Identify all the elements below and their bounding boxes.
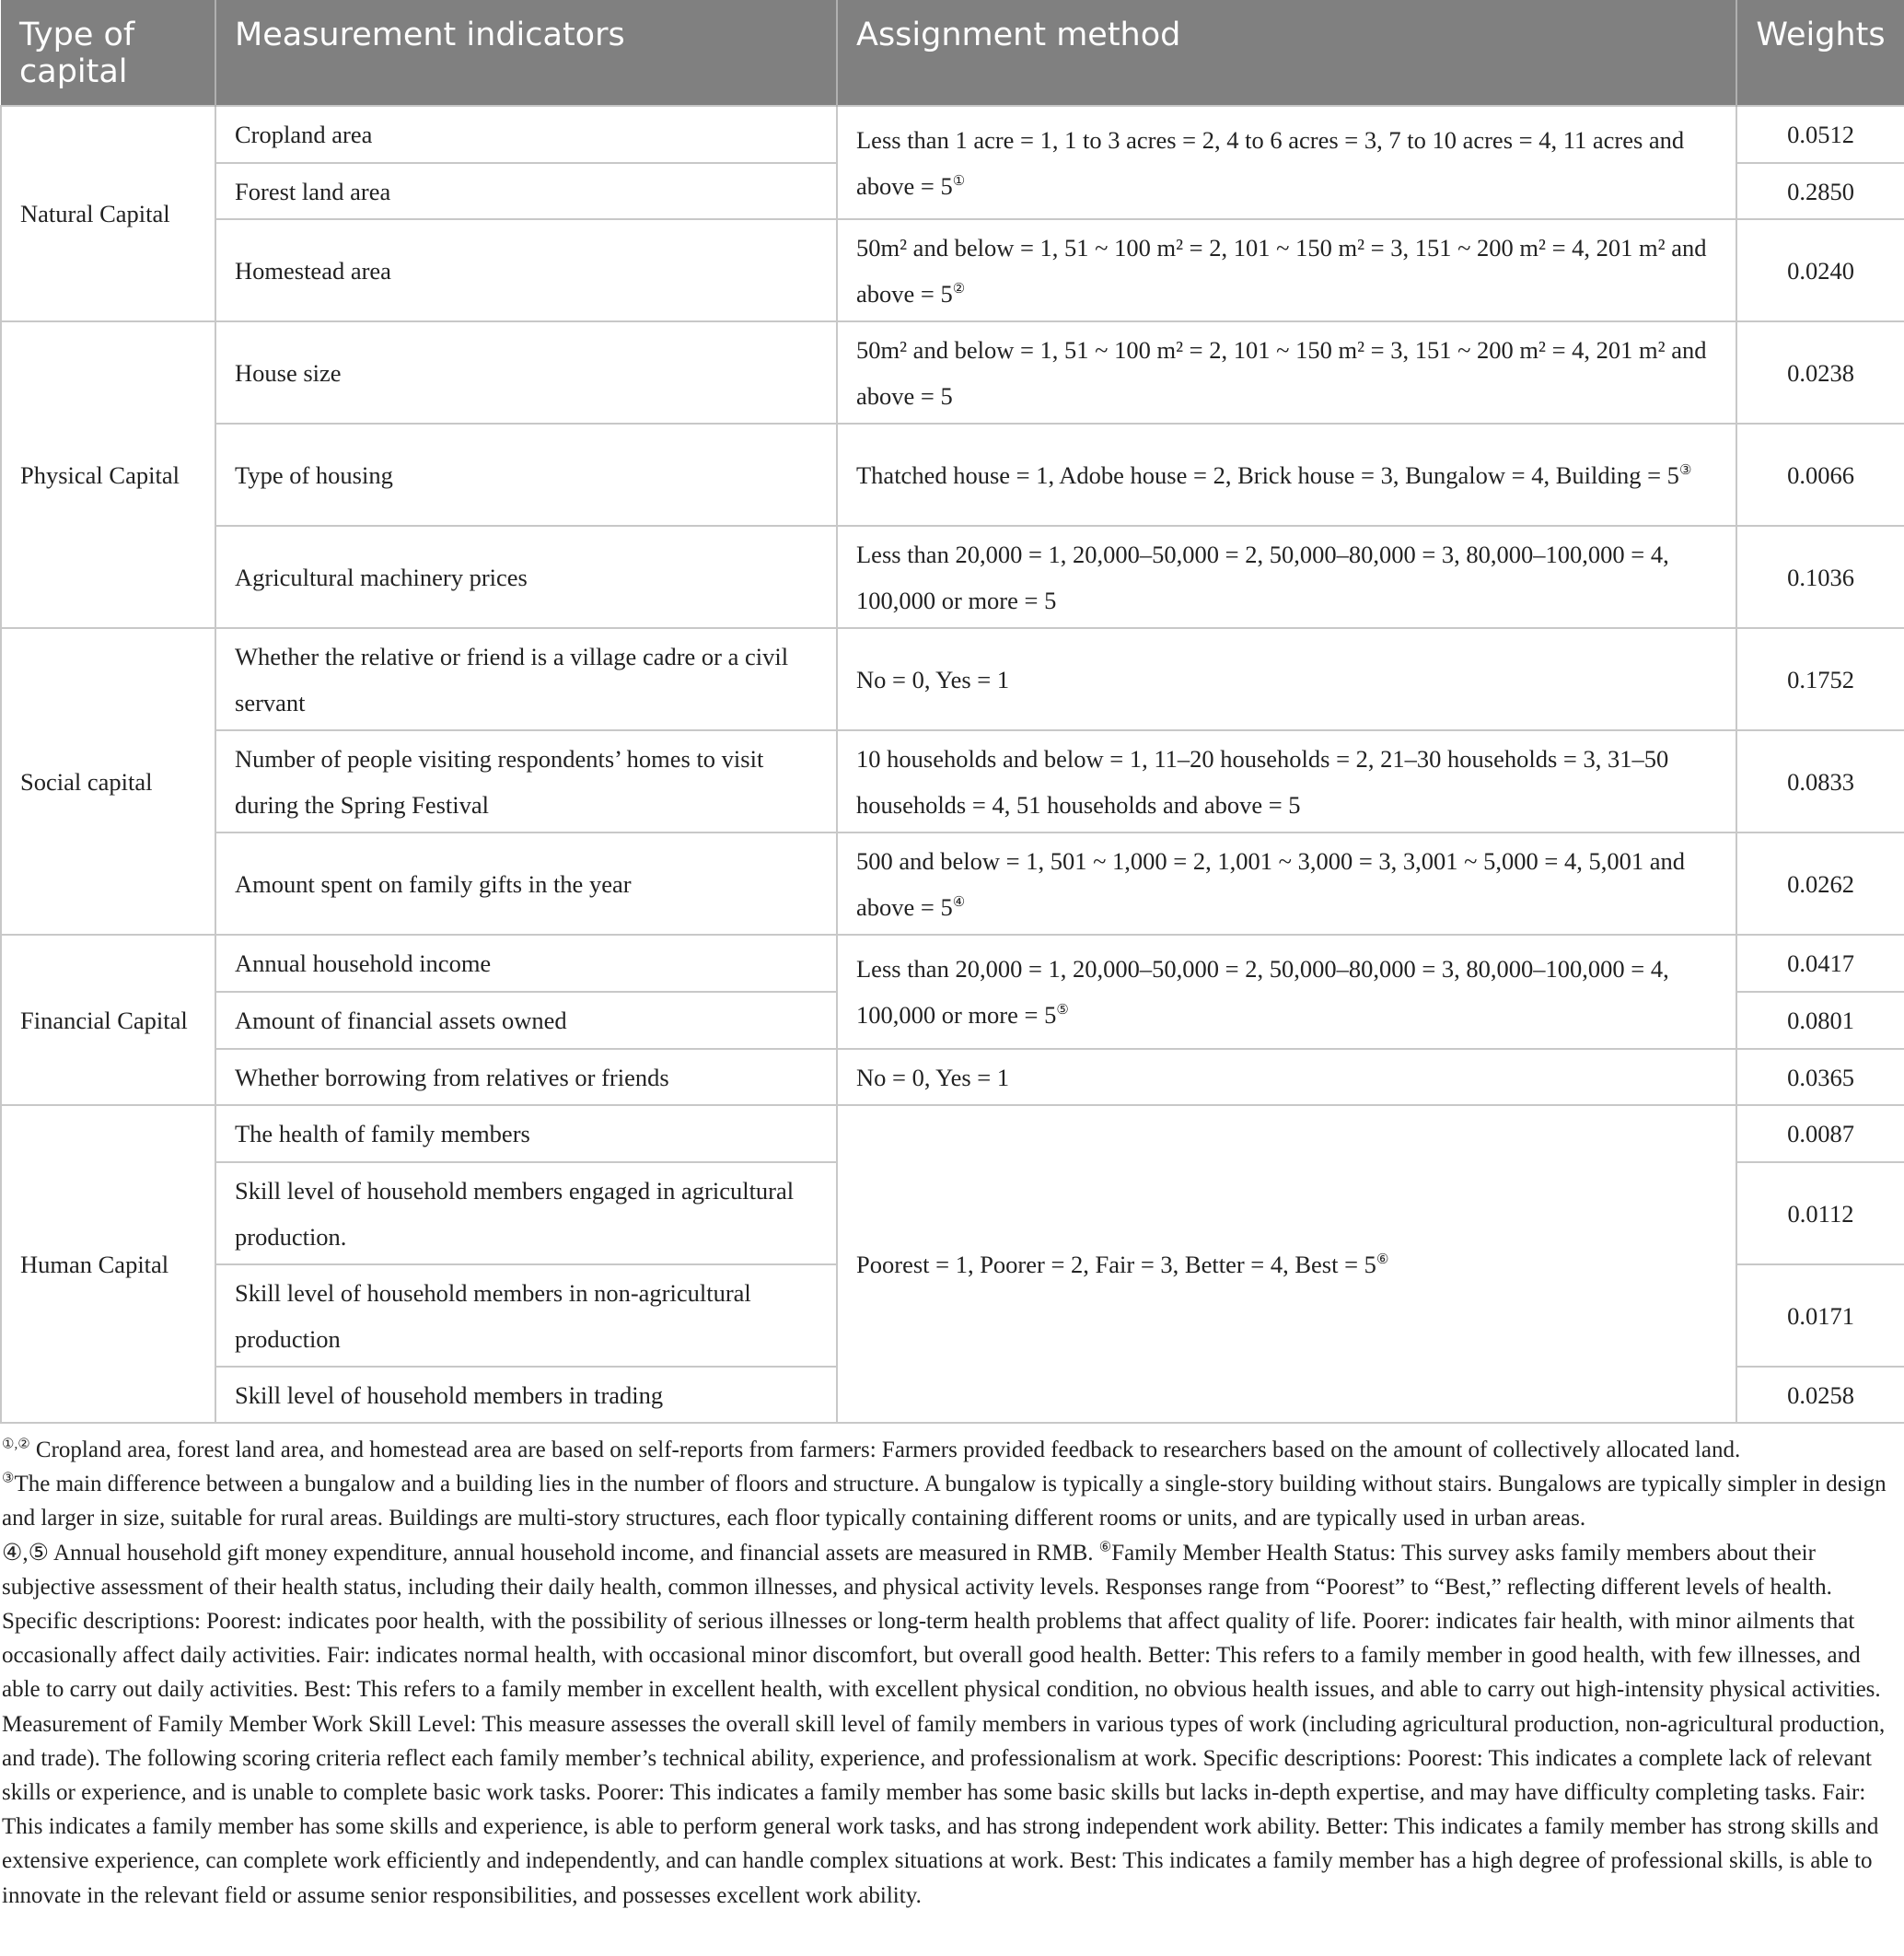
footnote-health-skill: Family Member Health Status: This survey asks family members about their subjective assessment of their health status, including their daily health, common illnesses, and physical activity levels. Responses range from “Poorest” to “Best,” reflecting different levels of health. Specific descriptions: Poorest: indicates poor health, with the possibility of serious illnesses or long-term health problems that affect quality of life. Poorer: indicates fair health, with minor ailments that occasionally affect daily activities. Fair: indicates normal health, with occasional minor discomfort, but overall good health. Better: This refers to a family member in good health, with few illnesses, and able to carry out daily activities. Best: This refers to a family member in excellent health, with excellent physical condition, no obvious health issues, and able to carry out high-intensity physical activities. Measurement of Family Member Work Skill Level: This measure assesses the overall skill level of family members in various types of work (including agricultural production, non-agricultural production, and trade). The following scoring criteria reflect each family member’s technical ability, experience, and professionalism at work. Specific descriptions: Poorest: This indicates a complete lack of relevant skills or experience, and is unable to complete basic work tasks. Poorer: This indicates a family member has some basic skills but lacks in-depth expertise, and may have difficulty completing tasks. Fair: This indicates a family member has some skills and experience, is able to perform general work tasks, and has strong independent work ability. Better: This indicates a family member has strong skills and extensive experience, can complete work efficiently and independently, and can handle complex situations at work. Best: This indicates a family member has a high degree of professional skills, is able to innovate in the relevant field or assume senior responsibilities, and possesses excellent work ability. [2, 1540, 1886, 1908]
assignment-method: Less than 20,000 = 1, 20,000–50,000 = 2, 50,000–80,000 = 3, 80,000–100,000 = 4, 100,000 or more = 5 [837, 526, 1736, 628]
indicator: Homestead area [215, 219, 837, 321]
header-indicators: Measurement indicators [215, 0, 837, 106]
method-text: Poorest = 1, Poorer = 2, Fair = 3, Better = 4, Best = 5 [856, 1250, 1376, 1278]
indicator: Amount spent on family gifts in the year [215, 832, 837, 935]
indicator: Whether borrowing from relatives or friends [215, 1049, 837, 1105]
assignment-method [837, 106, 1736, 219]
table-row [1, 832, 1904, 935]
capital-type: Physical Capital [1, 321, 215, 628]
weight: 0.0171 [1736, 1264, 1904, 1367]
table-row [1, 106, 1904, 163]
weight: 0.0262 [1736, 832, 1904, 935]
method-text: Thatched house = 1, Adobe house = 2, Brick house = 3, Bungalow = 4, Building = 5 [856, 460, 1679, 489]
assignment-method [837, 1105, 1736, 1423]
footnote-mark: ③ [2, 1471, 15, 1486]
weight: 0.0066 [1736, 424, 1904, 526]
table-row [1, 935, 1904, 992]
header-weights: Weights [1736, 0, 1904, 106]
weight: 0.0833 [1736, 730, 1904, 832]
table-row [1, 219, 1904, 321]
indicator: House size [215, 321, 837, 424]
table-row [1, 424, 1904, 526]
table-header [1, 0, 1904, 106]
table-row [1, 1049, 1904, 1105]
weight: 0.2850 [1736, 163, 1904, 219]
footnote-mark: ② [952, 281, 966, 297]
header-method: Assignment method [837, 0, 1736, 106]
capital-type: Social capital [1, 628, 215, 935]
capital-type: Human Capital [1, 1105, 215, 1423]
assignment-method: 10 households and below = 1, 11–20 households = 2, 21–30 households = 3, 31–50 households = 4, 51 households and above = 5 [837, 730, 1736, 832]
weight: 0.0801 [1736, 992, 1904, 1049]
assignment-method [837, 219, 1736, 321]
indicator: Number of people visiting respondents’ homes to visit during the Spring Festival [215, 730, 837, 832]
footnote-mark: ⑥ [1376, 1252, 1389, 1267]
table-row [1, 321, 1904, 424]
weight: 0.0512 [1736, 106, 1904, 163]
assignment-method [837, 424, 1736, 526]
weight: 0.0112 [1736, 1162, 1904, 1264]
footnote-rmb: ④,⑤ Annual household gift money expenditure, annual household income, and financial assets are measured in RMB. [2, 1540, 1099, 1566]
weight: 0.0365 [1736, 1049, 1904, 1105]
footnote-mark: ① [952, 173, 966, 189]
footnote-mark: ①,② [2, 1437, 30, 1452]
assignment-method [837, 935, 1736, 1049]
indicator: Whether the relative or friend is a village cadre or a civil servant [215, 628, 837, 730]
method-text: 500 and below = 1, 501 ~ 1,000 = 2, 1,001 ~ 3,000 = 3, 3,001 ~ 5,000 = 4, 5,001 and above = 5 [856, 846, 1685, 921]
footnote-mark: ⑤ [1056, 1003, 1069, 1019]
indicator: Skill level of household members in non-agricultural production [215, 1264, 837, 1367]
assignment-method: No = 0, Yes = 1 [837, 628, 1736, 730]
header-type: Type of capital [1, 0, 215, 106]
indicator: Agricultural machinery prices [215, 526, 837, 628]
footnote-land: Cropland area, forest land area, and homestead area are based on self-reports from farmers: Farmers provided feedback to researchers based on the amount of collectively allocated land. [29, 1438, 1741, 1462]
indicator: Cropland area [215, 106, 837, 163]
indicator: Skill level of household members engaged in agricultural production. [215, 1162, 837, 1264]
table-row [1, 1105, 1904, 1162]
method-text: Less than 1 acre = 1, 1 to 3 acres = 2, 4 to 6 acres = 3, 7 to 10 acres = 4, 11 acres and above = 5 [856, 125, 1685, 200]
weight: 0.0087 [1736, 1105, 1904, 1162]
indicator: The health of family members [215, 1105, 837, 1162]
capital-type: Natural Capital [1, 106, 215, 321]
method-text: Less than 20,000 = 1, 20,000–50,000 = 2, 50,000–80,000 = 3, 80,000–100,000 = 4, 100,000 or more = 5 [856, 955, 1669, 1029]
table-row [1, 526, 1904, 628]
indicator: Type of housing [215, 424, 837, 526]
table-footnotes [0, 1424, 1904, 1913]
indicator: Annual household income [215, 935, 837, 992]
weight: 0.0258 [1736, 1367, 1904, 1423]
indicator: Skill level of household members in trading [215, 1367, 837, 1423]
indicator: Amount of financial assets owned [215, 992, 837, 1049]
indicator: Forest land area [215, 163, 837, 219]
footnote-mark: ④ [952, 894, 966, 910]
weight: 0.0417 [1736, 935, 1904, 992]
method-text: 50m² and below = 1, 51 ~ 100 m² = 2, 101 ~ 150 m² = 3, 151 ~ 200 m² = 4, 201 m² and above = 5 [856, 233, 1707, 308]
assignment-method: 50m² and below = 1, 51 ~ 100 m² = 2, 101 ~ 150 m² = 3, 151 ~ 200 m² = 4, 201 m² and above = 5 [837, 321, 1736, 424]
footnote-mark: ③ [1678, 462, 1692, 478]
weight: 0.1036 [1736, 526, 1904, 628]
assignment-method: No = 0, Yes = 1 [837, 1049, 1736, 1105]
footnote-mark: ⑥ [1098, 1540, 1112, 1555]
assignment-method [837, 832, 1736, 935]
footnote-housing: The main difference between a bungalow and a building lies in the number of floors and structure. A bungalow is typically a single-story building without stairs. Bungalows are typically simpler in design and larger in size, suitable for rural areas. Buildings are multi-story structures, each floor typically containing different rooms or units, and are typically used in urban areas. [2, 1472, 1887, 1531]
weight: 0.0240 [1736, 219, 1904, 321]
weight: 0.0238 [1736, 321, 1904, 424]
capital-type: Financial Capital [1, 935, 215, 1105]
table-row [1, 628, 1904, 730]
weight: 0.1752 [1736, 628, 1904, 730]
table-row [1, 730, 1904, 832]
